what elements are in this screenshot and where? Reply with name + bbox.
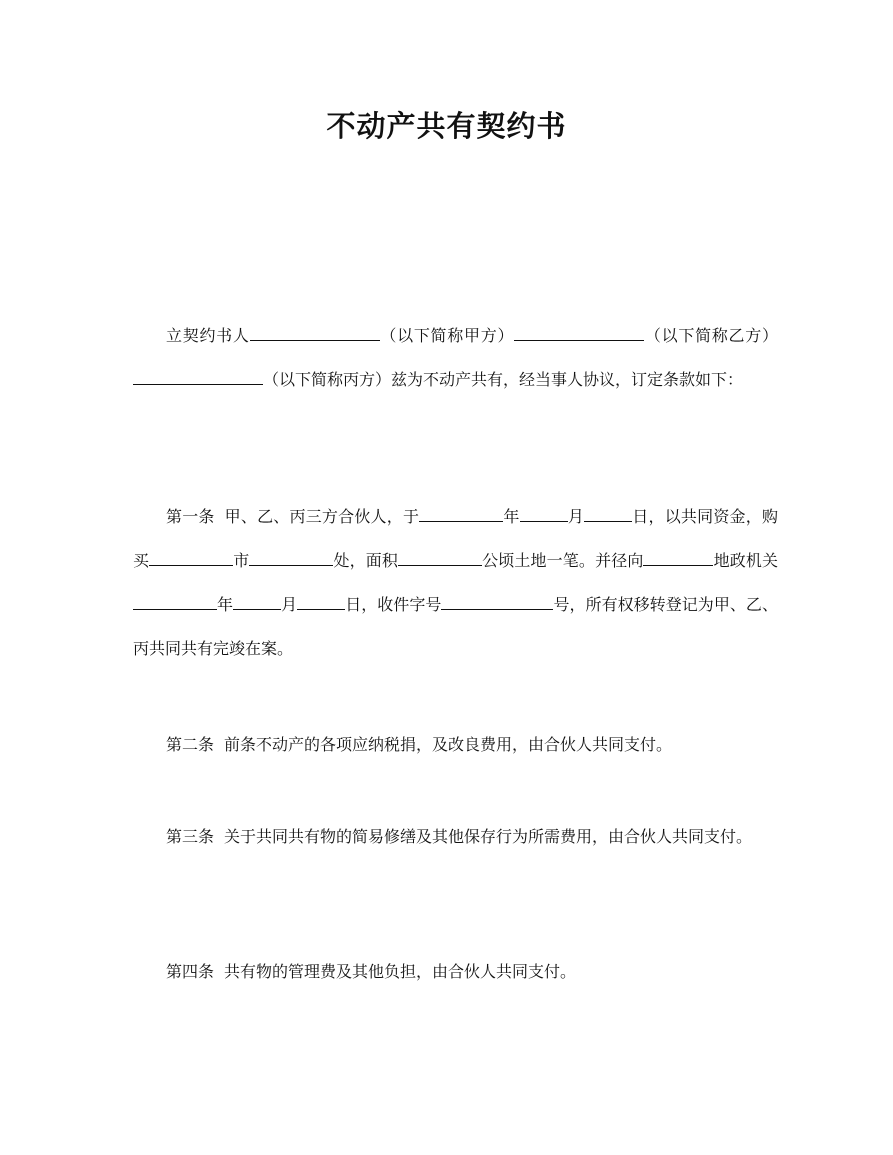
registration-year-blank — [133, 595, 217, 610]
location-blank — [249, 551, 333, 566]
registration-day-blank — [297, 595, 345, 610]
article-1-text-7: 公顷土地一笔。并径向 — [482, 551, 644, 570]
article-3-text: 关于共同共有物的简易修缮及其他保存行为所需费用，由合伙人共同支付。 — [224, 827, 753, 846]
article-1-text-8: 地政机关 — [713, 551, 778, 570]
article-3-number: 第三条 — [166, 827, 215, 846]
preamble-text-2: （以下简称甲方） — [379, 326, 515, 345]
article-2-paragraph — [133, 723, 778, 767]
article-4-number: 第四条 — [166, 962, 215, 981]
article-1-text-5: 市 — [233, 551, 250, 570]
article-1-paragraph — [133, 495, 778, 671]
article-4-text: 共有物的管理费及其他负担，由合伙人共同支付。 — [224, 962, 577, 981]
preamble-text-1: 立契约书人 — [166, 326, 250, 345]
party-a-blank — [250, 326, 380, 341]
article-2-number: 第二条 — [166, 735, 215, 754]
article-1-text-12: 号，所有权移转登记为甲、乙、丙共同共有完竣在案。 — [133, 595, 778, 658]
article-1-text-9: 年 — [217, 595, 234, 614]
article-1-text-4: 日，以共同资金，购买 — [133, 507, 778, 570]
article-1-text-3: 月 — [567, 507, 585, 526]
preamble-paragraph — [133, 314, 778, 402]
article-1-text-11: 日，收件字号 — [345, 595, 442, 614]
article-2-text: 前条不动产的各项应纳税捐，及改良费用，由合伙人共同支付。 — [224, 735, 673, 754]
article-1-text-2: 年 — [503, 507, 520, 526]
receipt-number-blank — [441, 595, 553, 610]
purchase-month-blank — [520, 507, 568, 522]
registration-month-blank — [233, 595, 281, 610]
preamble-text-3: （以下简称乙方） — [644, 326, 778, 345]
purchase-day-blank — [584, 507, 632, 522]
area-blank — [398, 551, 482, 566]
party-b-blank — [514, 326, 644, 341]
article-1-number: 第一条 — [166, 507, 215, 526]
article-1-text-6: 处，面积 — [333, 551, 399, 570]
authority-name-blank — [643, 551, 713, 566]
article-4-paragraph — [133, 950, 778, 994]
article-3-paragraph — [133, 815, 778, 859]
city-blank — [149, 551, 233, 566]
document-title: 不动产共有契约书 — [326, 109, 567, 143]
article-1-text-1: 甲、乙、丙三方合伙人，于 — [224, 507, 420, 526]
party-c-blank — [133, 370, 263, 385]
article-1-text-10: 月 — [281, 595, 298, 614]
purchase-year-blank — [419, 507, 503, 522]
preamble-text-4: （以下简称丙方）兹为不动产共有，经当事人协议，订定条款如下： — [263, 370, 744, 389]
